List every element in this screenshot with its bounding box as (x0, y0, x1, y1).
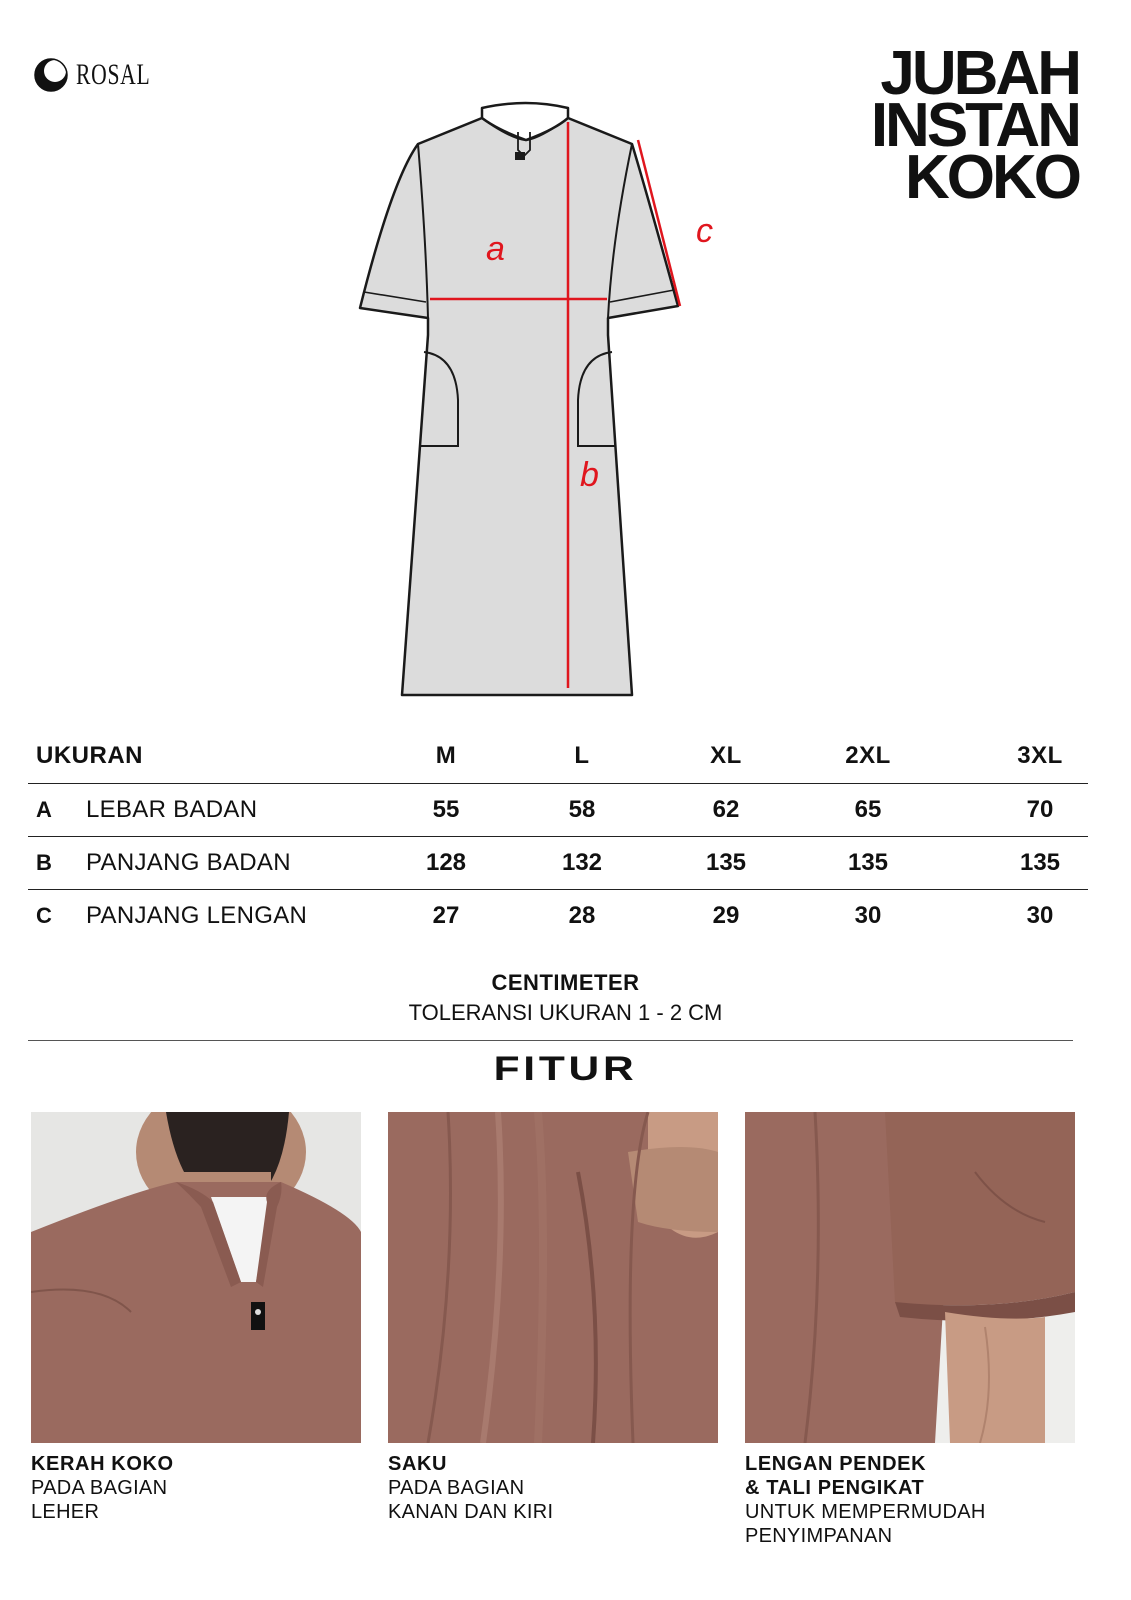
row-label: PANJANG BADAN (86, 849, 291, 876)
brand-name: ROSAL (76, 58, 151, 91)
feature-caption-collar (31, 1452, 174, 1524)
size-table (28, 728, 1088, 942)
row-value: 58 (568, 796, 596, 823)
row-value: 70 (1026, 796, 1054, 823)
measure-label-c: c (696, 212, 713, 250)
row-label: PANJANG LENGAN (86, 902, 308, 929)
row-value: 135 (1019, 849, 1061, 876)
feature-desc: PADA BAGIAN (31, 1477, 168, 1499)
feature-caption-sleeve (745, 1452, 986, 1548)
feature-photo-pocket (388, 1112, 718, 1443)
feature-title: SAKU (388, 1453, 448, 1475)
size-header-l: L (574, 741, 590, 769)
feature-desc: PADA BAGIAN (388, 1477, 525, 1499)
measure-label-b: b (580, 456, 599, 494)
section-divider (28, 1040, 1073, 1041)
unit-title: CENTIMETER (491, 970, 640, 995)
title-line: KOKO (905, 143, 1079, 212)
table-row (28, 890, 1088, 942)
table-header-row (28, 728, 1088, 784)
feature-title: & TALI PENGIKAT (745, 1477, 925, 1499)
tolerance-note: TOLERANSI UKURAN 1 - 2 CM (408, 1000, 723, 1025)
size-header-3xl: 3XL (1017, 741, 1063, 769)
garment-measurement-diagram (340, 100, 720, 710)
title-line: JUBAH (880, 39, 1079, 108)
measure-label-a: a (486, 230, 505, 268)
feature-desc: LEHER (31, 1501, 100, 1523)
row-value: 28 (568, 902, 596, 929)
feature-photo-collar (31, 1112, 361, 1443)
row-value: 135 (847, 849, 889, 876)
row-value: 135 (705, 849, 747, 876)
size-header-2xl: 2XL (845, 741, 891, 769)
feature-desc: KANAN DAN KIRI (388, 1501, 554, 1523)
row-value: 55 (432, 796, 460, 823)
feature-photo-sleeve (745, 1112, 1075, 1443)
row-label: LEBAR BADAN (86, 796, 258, 823)
feature-desc: UNTUK MEMPERMUDAH (745, 1501, 986, 1523)
row-code: C (36, 903, 52, 928)
row-value: 30 (854, 902, 882, 929)
row-value: 65 (854, 796, 882, 823)
row-code: B (36, 850, 52, 875)
row-value: 132 (561, 849, 603, 876)
row-value: 62 (712, 796, 740, 823)
table-header-label: UKURAN (36, 741, 143, 769)
features-heading: FITUR (493, 1050, 638, 1088)
title-line: INSTAN (870, 91, 1079, 160)
feature-title: LENGAN PENDEK (745, 1453, 927, 1475)
size-header-xl: XL (710, 741, 742, 769)
table-row (28, 837, 1088, 890)
unit-note (0, 970, 1131, 1026)
table-row (28, 784, 1088, 837)
rosal-moon-logo-icon (34, 58, 68, 92)
row-value: 30 (1026, 902, 1054, 929)
row-code: A (36, 797, 52, 822)
product-title (870, 39, 1079, 212)
row-value: 128 (425, 849, 467, 876)
size-header-m: M (435, 741, 457, 769)
feature-caption-pocket (388, 1452, 553, 1524)
feature-title: KERAH KOKO (31, 1453, 174, 1475)
garment-outline (360, 103, 678, 695)
feature-desc: PENYIMPANAN (745, 1525, 893, 1547)
row-value: 29 (712, 902, 740, 929)
row-value: 27 (432, 902, 460, 929)
brand-logo (34, 58, 179, 92)
